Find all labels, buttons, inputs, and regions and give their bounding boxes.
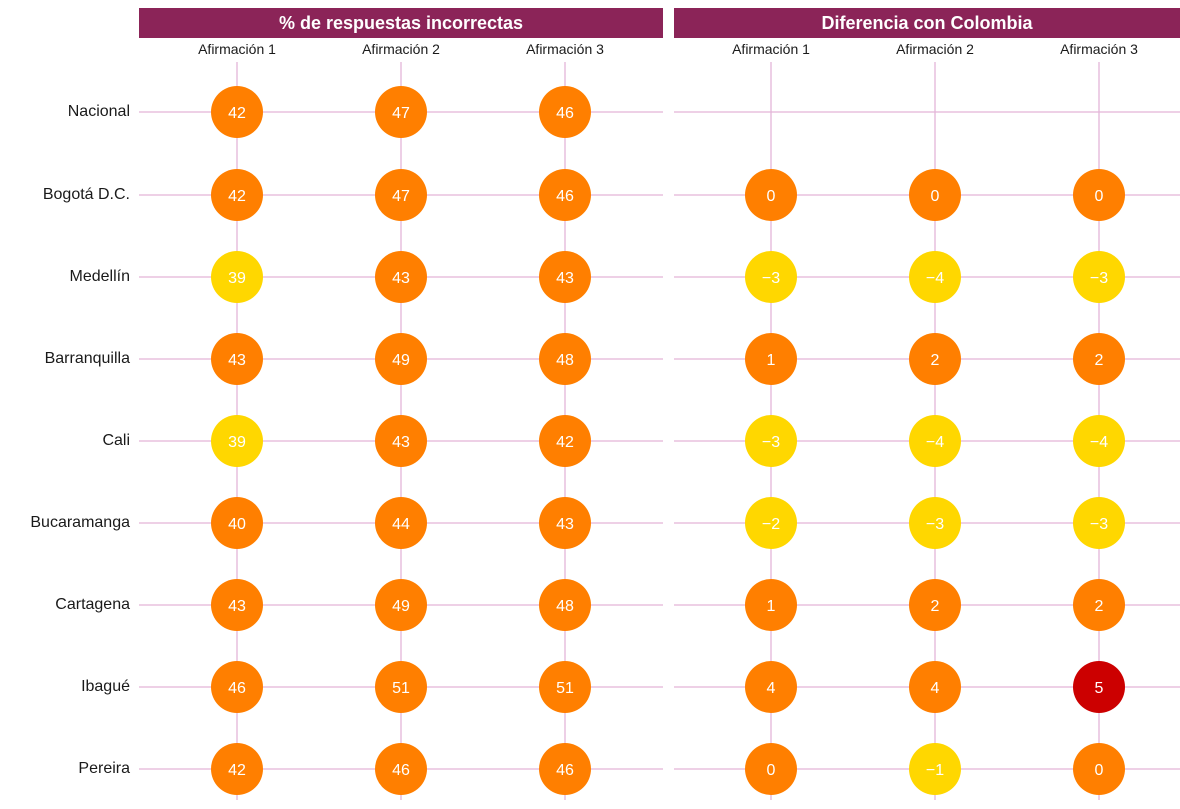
value-label-0-4-0: 39 [228, 434, 246, 451]
value-label-0-4-1: 43 [392, 434, 410, 451]
value-label-0-7-0: 46 [228, 680, 246, 697]
column-label-left-2: Afirmación 2 [362, 41, 440, 57]
row-label-bucaramanga: Bucaramanga [30, 514, 130, 531]
value-label-0-0-2: 46 [556, 105, 574, 122]
value-label-0-4-2: 42 [556, 434, 574, 451]
value-label-1-5-0: −2 [761, 516, 781, 533]
value-label-1-2-2: −3 [1089, 270, 1109, 287]
value-label-0-7-1: 51 [392, 680, 410, 697]
value-label-1-6-0: 1 [766, 598, 776, 615]
row-label-cali: Cali [102, 432, 130, 449]
value-label-0-2-2: 43 [556, 270, 574, 287]
column-label-left-3: Afirmación 3 [526, 41, 604, 57]
value-label-0-3-1: 49 [392, 352, 410, 369]
value-label-0-7-2: 51 [556, 680, 574, 697]
value-label-0-5-2: 43 [556, 516, 574, 533]
value-label-0-0-1: 47 [392, 105, 410, 122]
value-label-0-8-2: 46 [556, 762, 574, 779]
value-label-1-1-2: 0 [1094, 188, 1104, 205]
row-label-nacional: Nacional [67, 103, 130, 120]
value-label-1-2-1: −4 [925, 270, 945, 287]
value-label-1-3-0: 1 [766, 352, 776, 369]
value-label-0-1-1: 47 [392, 188, 410, 205]
value-label-0-8-0: 42 [228, 762, 246, 779]
panel-title-right: Diferencia con Colombia [674, 8, 1180, 38]
value-label-1-3-1: 2 [930, 352, 940, 369]
value-label-1-4-0: −3 [761, 434, 781, 451]
panel-title-left: % de respuestas incorrectas [139, 8, 663, 38]
row-label-barranquilla: Barranquilla [44, 350, 130, 367]
value-label-1-5-1: −3 [925, 516, 945, 533]
value-label-0-6-1: 49 [392, 598, 410, 615]
value-label-0-0-0: 42 [228, 105, 246, 122]
row-label-cartagena: Cartagena [55, 596, 130, 613]
value-label-1-8-2: 0 [1094, 762, 1104, 779]
value-label-0-6-0: 43 [228, 598, 246, 615]
row-label-medellin: Medellín [69, 268, 130, 285]
value-label-0-5-1: 44 [392, 516, 410, 533]
value-label-1-6-1: 2 [930, 598, 940, 615]
value-label-0-3-2: 48 [556, 352, 574, 369]
value-label-1-7-2: 5 [1094, 680, 1104, 697]
column-label-right-3: Afirmación 3 [1060, 41, 1138, 57]
column-label-right-2: Afirmación 2 [896, 41, 974, 57]
column-label-right-1: Afirmación 1 [732, 41, 810, 57]
value-label-1-1-0: 0 [766, 188, 776, 205]
value-label-1-1-1: 0 [930, 188, 940, 205]
row-label-ibague: Ibagué [81, 678, 130, 695]
value-label-1-6-2: 2 [1094, 598, 1104, 615]
value-label-0-6-2: 48 [556, 598, 574, 615]
value-label-1-2-0: −3 [761, 270, 781, 287]
value-label-0-1-2: 46 [556, 188, 574, 205]
row-label-bogota: Bogotá D.C. [42, 186, 130, 203]
value-label-1-4-2: −4 [1089, 434, 1109, 451]
value-label-1-7-0: 4 [766, 680, 776, 697]
value-label-1-5-2: −3 [1089, 516, 1109, 533]
value-label-1-8-0: 0 [766, 762, 776, 779]
value-label-1-8-1: −1 [925, 762, 945, 779]
row-label-pereira: Pereira [78, 760, 130, 777]
value-label-0-2-0: 39 [228, 270, 246, 287]
value-label-1-7-1: 4 [930, 680, 940, 697]
value-label-0-3-0: 43 [228, 352, 246, 369]
value-label-0-8-1: 46 [392, 762, 410, 779]
value-label-0-1-0: 42 [228, 188, 246, 205]
value-label-1-4-1: −4 [925, 434, 945, 451]
value-label-0-5-0: 40 [228, 516, 246, 533]
column-label-left-1: Afirmación 1 [198, 41, 276, 57]
value-label-0-2-1: 43 [392, 270, 410, 287]
value-label-1-3-2: 2 [1094, 352, 1104, 369]
